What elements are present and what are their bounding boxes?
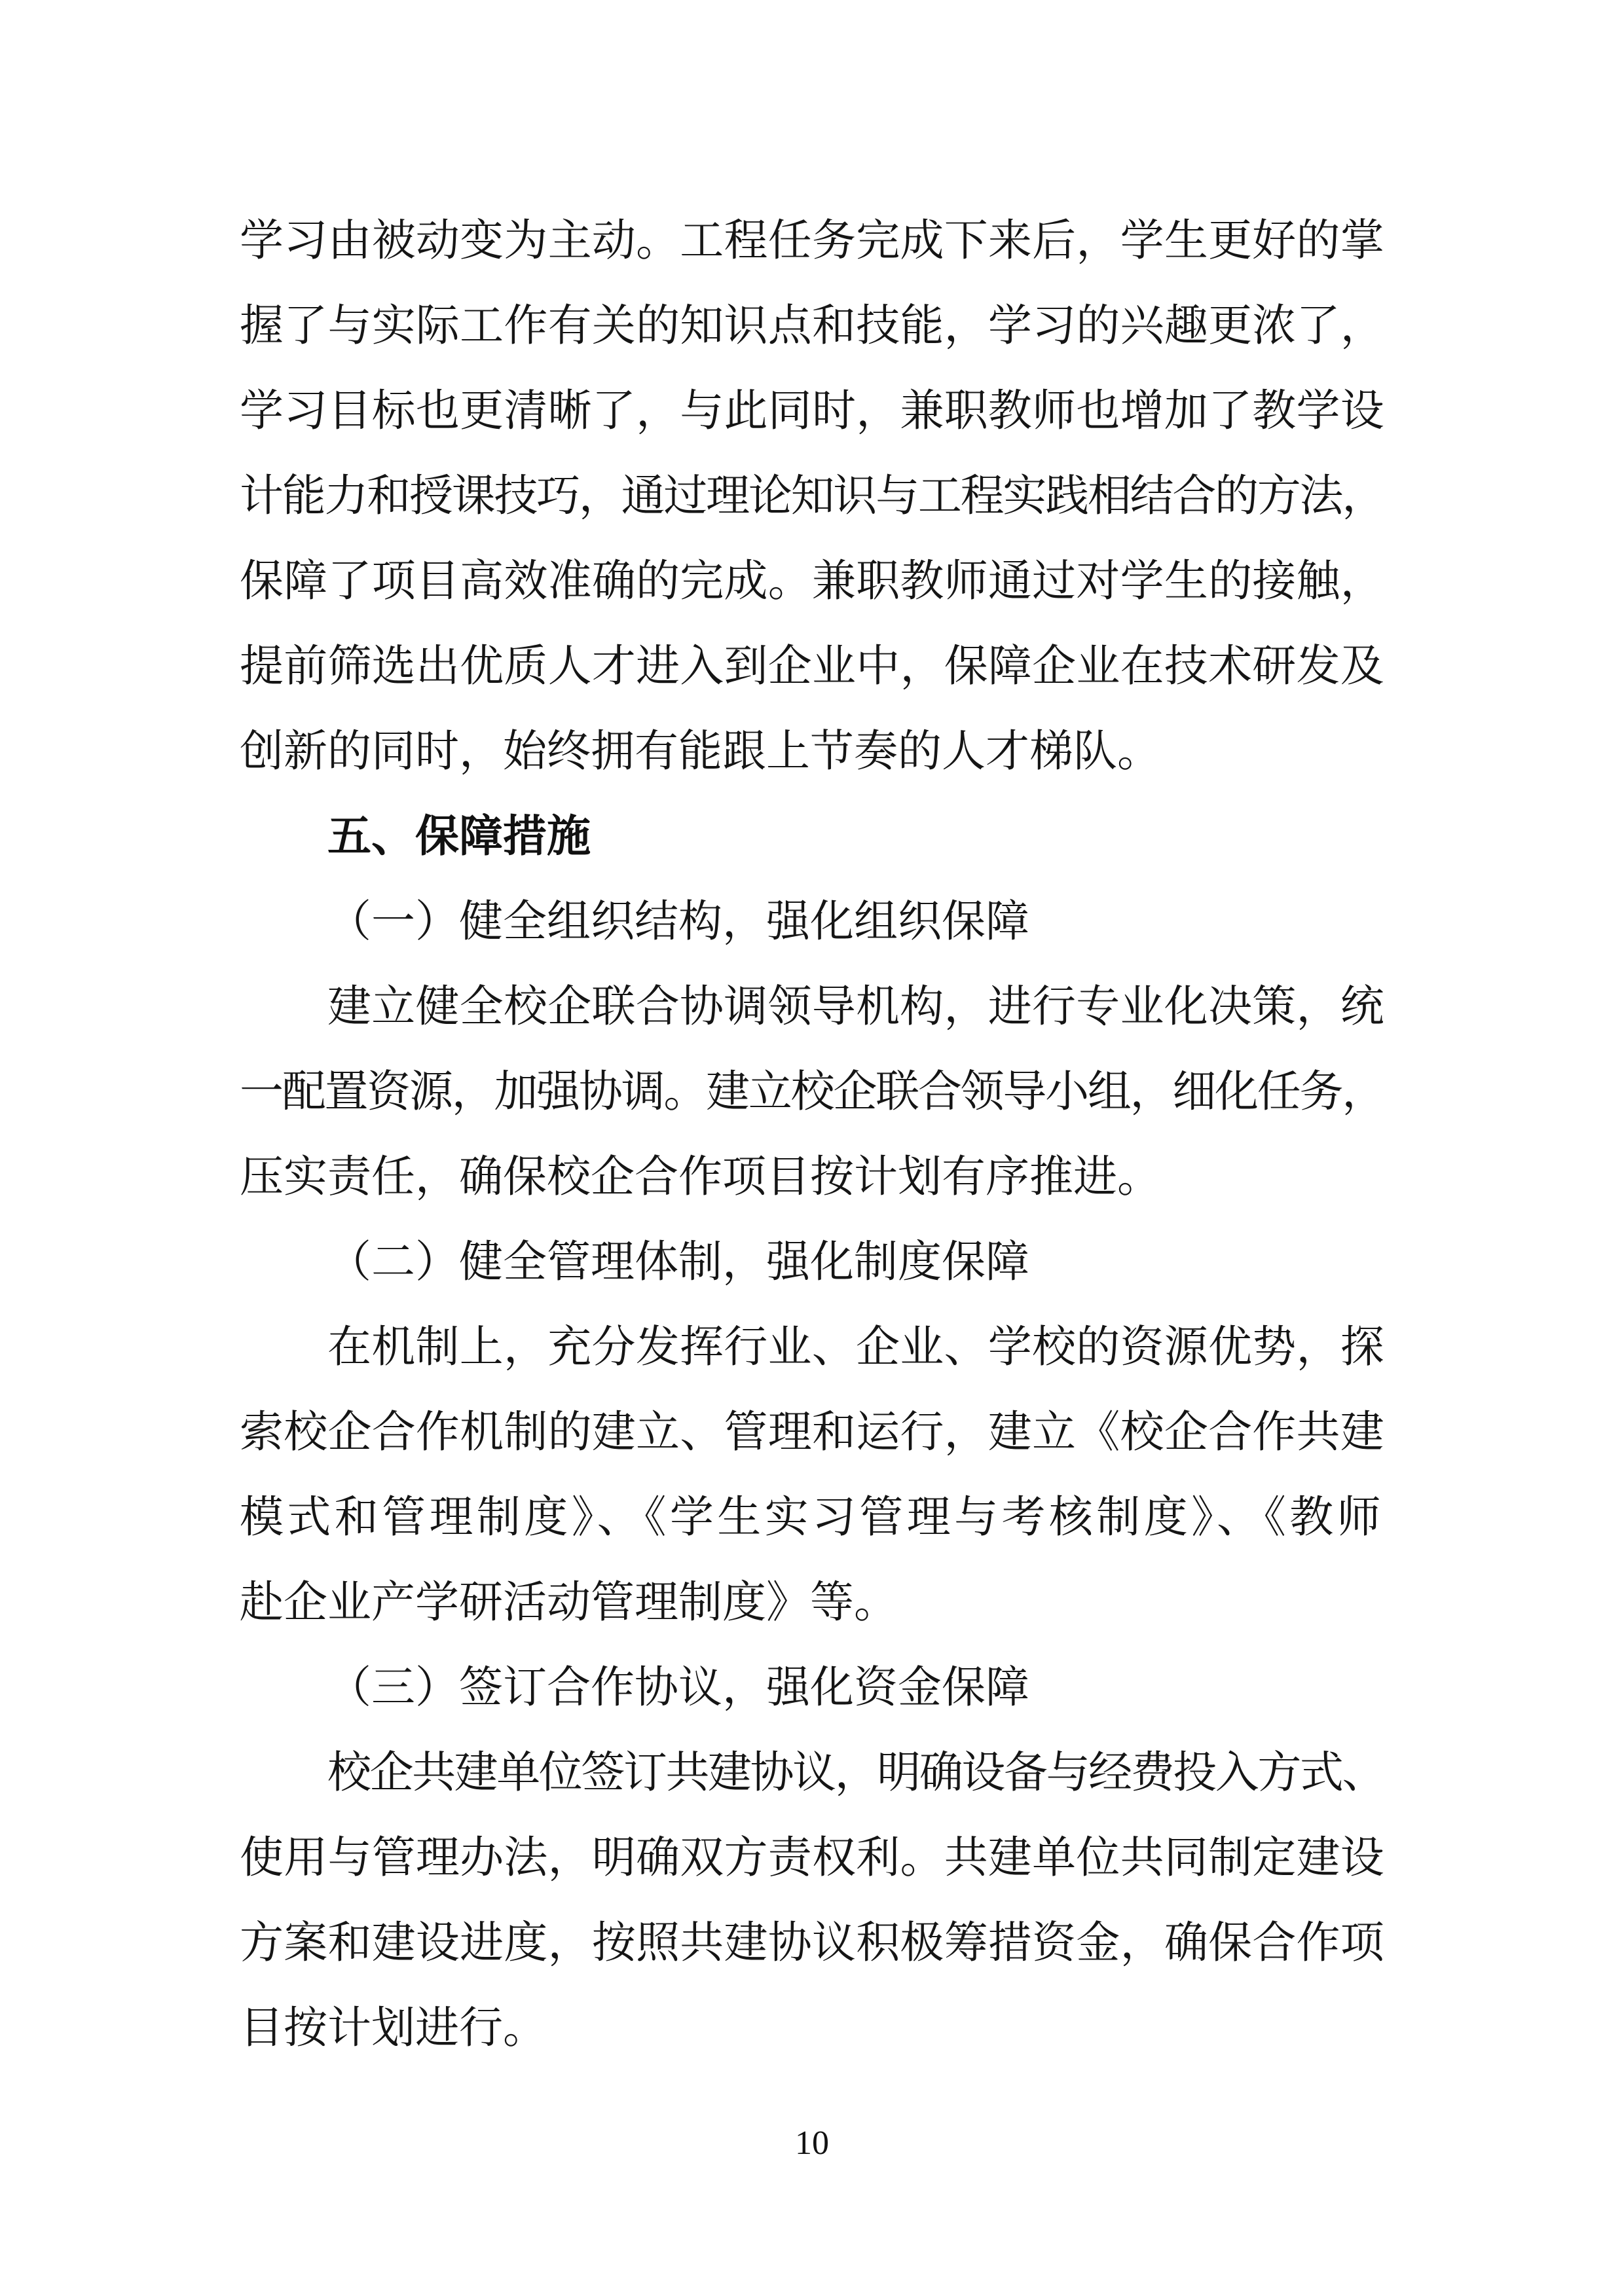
body-line-text: 压实责任，确保校企合作项目按计划有序推进。: [240, 1153, 1161, 1201]
body-line-text: 在机制上，充分发挥行业、企业、学校的资源优势，探: [327, 1323, 1384, 1372]
body-line-text: 赴企业产学研活动管理制度》等。: [240, 1578, 898, 1627]
body-line-text: 索校企合作机制的建立、管理和运行，建立《校企合作共建: [240, 1408, 1384, 1457]
subsection-heading-text: （二）健全管理体制，强化制度保障: [327, 1238, 1029, 1286]
body-line: [240, 198, 1384, 283]
body-line-text: 保障了项目高效准确的完成。兼职教师通过对学生的接触，: [240, 557, 1384, 606]
body-line: [240, 1815, 1384, 1901]
body-line-text: 学习目标也更清晰了，与此同时，兼职教师也增加了教学设: [240, 387, 1384, 435]
body-line: [240, 1305, 1384, 1390]
body-line: [240, 1730, 1384, 1815]
body-line: [240, 1901, 1384, 1986]
body-line: [240, 964, 1384, 1049]
subsection-heading-text: （一）健全组织结构，强化组织保障: [327, 898, 1029, 946]
section-heading: [240, 794, 1384, 879]
body-line-text: 目按计划进行。: [240, 2004, 547, 2052]
body-line: [240, 709, 1384, 794]
body-line-text: 一配置资源，加强协调。建立校企联合领导小组，细化任务，: [240, 1068, 1384, 1116]
body-line: [240, 1475, 1384, 1560]
subsection-heading-text: （三）签订合作协议，强化资金保障: [327, 1664, 1029, 1712]
body-line-text: 学习由被动变为主动。工程任务完成下来后，学生更好的掌: [240, 217, 1384, 265]
page-number: 10: [795, 2124, 829, 2162]
body-line: [240, 1986, 1384, 2071]
document-body: [240, 198, 1384, 2071]
body-line-text: 创新的同时，始终拥有能跟上节奏的人才梯队。: [240, 727, 1161, 776]
body-line: [240, 369, 1384, 454]
body-line-text: 使用与管理办法，明确双方责权利。共建单位共同制定建设: [240, 1834, 1384, 1882]
body-line-text: 模式和管理制度》、《学生实习管理与考核制度》、《教师: [240, 1493, 1384, 1542]
body-line: [240, 1390, 1384, 1475]
body-line: [240, 283, 1384, 369]
body-line-text: 握了与实际工作有关的知识点和技能，学习的兴趣更浓了，: [240, 302, 1384, 350]
subsection-heading: [240, 879, 1384, 964]
body-line: [240, 1049, 1384, 1135]
body-line: [240, 1560, 1384, 1645]
body-line: [240, 454, 1384, 539]
body-line-text: 方案和建设进度，按照共建协议积极筹措资金，确保合作项: [240, 1919, 1384, 1967]
body-line: [240, 539, 1384, 624]
subsection-heading: [240, 1645, 1384, 1730]
body-line-text: 建立健全校企联合协调领导机构，进行专业化决策，统: [327, 983, 1384, 1031]
body-line: [240, 1135, 1384, 1220]
body-line: [240, 624, 1384, 709]
subsection-heading: [240, 1220, 1384, 1305]
body-line-text: 校企共建单位签订共建协议，明确设备与经费投入方式、: [327, 1749, 1384, 1797]
body-line-text: 提前筛选出优质人才进入到企业中，保障企业在技术研发及: [240, 642, 1384, 691]
section-heading-text: 五、保障措施: [327, 812, 591, 861]
body-line-text: 计能力和授课技巧，通过理论知识与工程实践相结合的方法，: [240, 472, 1384, 520]
